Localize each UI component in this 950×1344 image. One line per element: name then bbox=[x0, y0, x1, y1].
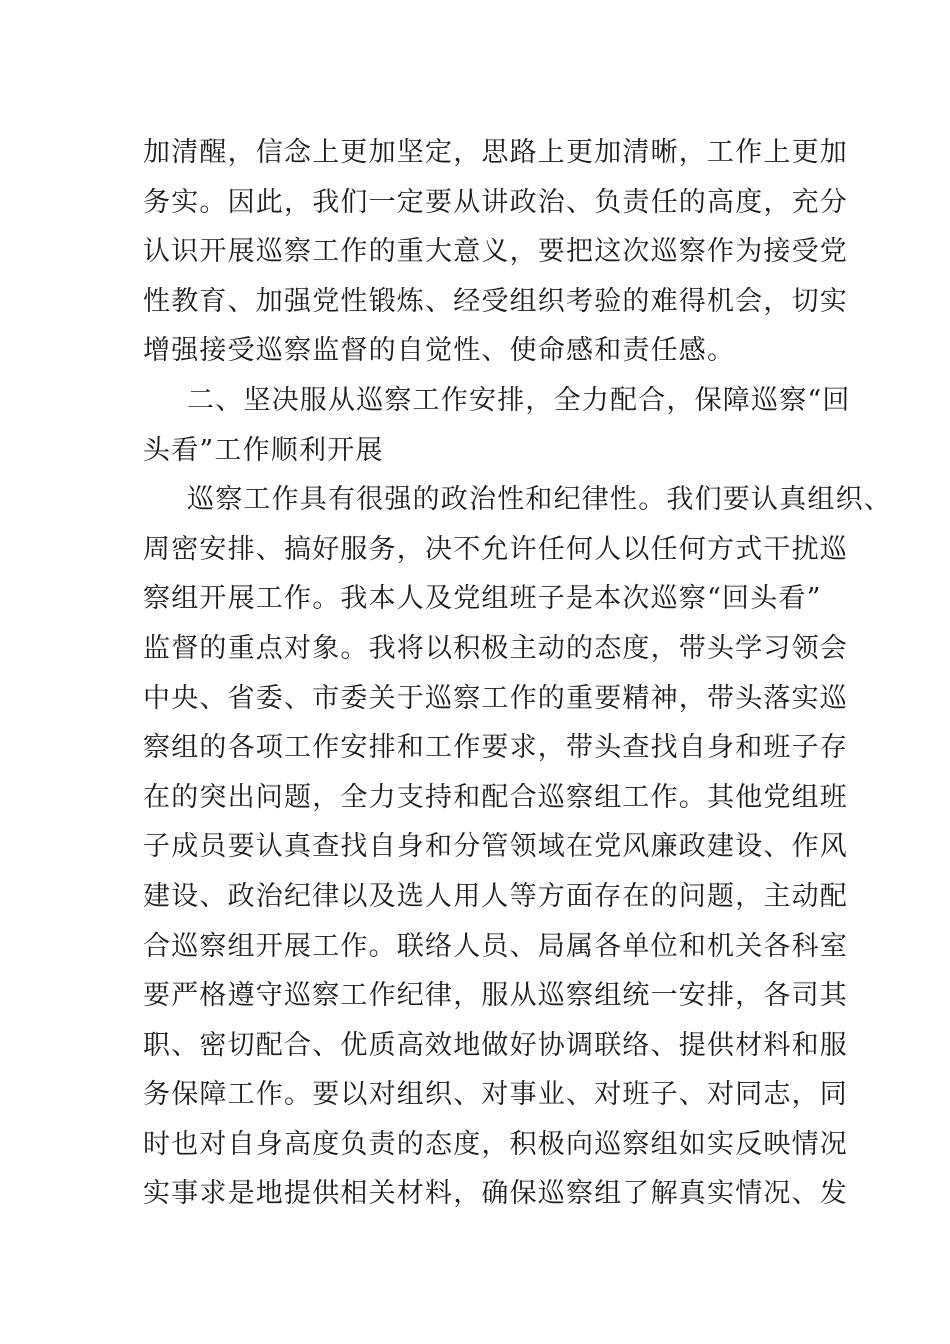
text-line: 察组的各项工作安排和工作要求，带头查找自身和班子存 bbox=[143, 732, 848, 764]
text-line: 增强接受巡察监督的自觉性、使命感和责任感。 bbox=[143, 335, 736, 367]
text-line: 务实。因此，我们一定要从讲政治、负责任的高度，充分 bbox=[143, 186, 848, 218]
section-heading-line: 二、坚决服从巡察工作安排，全力配合，保障巡察“回 bbox=[187, 384, 851, 416]
body-text bbox=[143, 128, 892, 1219]
text-line: 时也对自身高度负责的态度，积极向巡察组如实反映情况 bbox=[143, 1128, 848, 1160]
text-line: 合巡察组开展工作。联络人员、局属各单位和机关各科室 bbox=[143, 930, 848, 962]
text-line: 务保障工作。要以对组织、对事业、对班子、对同志，同 bbox=[143, 1079, 848, 1111]
text-line: 性教育、加强党性锻炼、经受组织考验的难得机会，切实 bbox=[143, 285, 848, 317]
text-line: 子成员要认真查找自身和分管领域在党风廉政建设、作风 bbox=[143, 831, 848, 863]
section-heading-line: 头看”工作顺利开展 bbox=[143, 434, 384, 466]
text-line: 职、密切配合、优质高效地做好协调联络、提供材料和服 bbox=[143, 1029, 848, 1061]
text-line: 周密安排、搞好服务，决不允许任何人以任何方式干扰巡 bbox=[143, 533, 848, 565]
text-line: 监督的重点对象。我将以积极主动的态度，带头学习领会 bbox=[143, 632, 848, 664]
text-line: 建设、政治纪律以及选人用人等方面存在的问题，主动配 bbox=[143, 880, 848, 912]
text-line: 察组开展工作。我本人及党组班子是本次巡察“回头看” bbox=[143, 583, 822, 615]
text-line: 要严格遵守巡察工作纪律，服从巡察组统一安排，各司其 bbox=[143, 980, 848, 1012]
text-line: 加清醒，信念上更加坚定，思路上更加清晰，工作上更加 bbox=[143, 137, 848, 168]
text-line: 实事求是地提供相关材料，确保巡察组了解真实情况、发 bbox=[143, 1178, 848, 1210]
text-line: 中央、省委、市委关于巡察工作的重要精神，带头落实巡 bbox=[143, 682, 848, 714]
text-line: 在的突出问题，全力支持和配合巡察组工作。其他党组班 bbox=[143, 781, 848, 813]
text-line: 巡察工作具有很强的政治性和纪律性。我们要认真组织、 bbox=[187, 484, 892, 516]
text-line: 认识开展巡察工作的重大意义，要把这次巡察作为接受党 bbox=[143, 236, 848, 268]
